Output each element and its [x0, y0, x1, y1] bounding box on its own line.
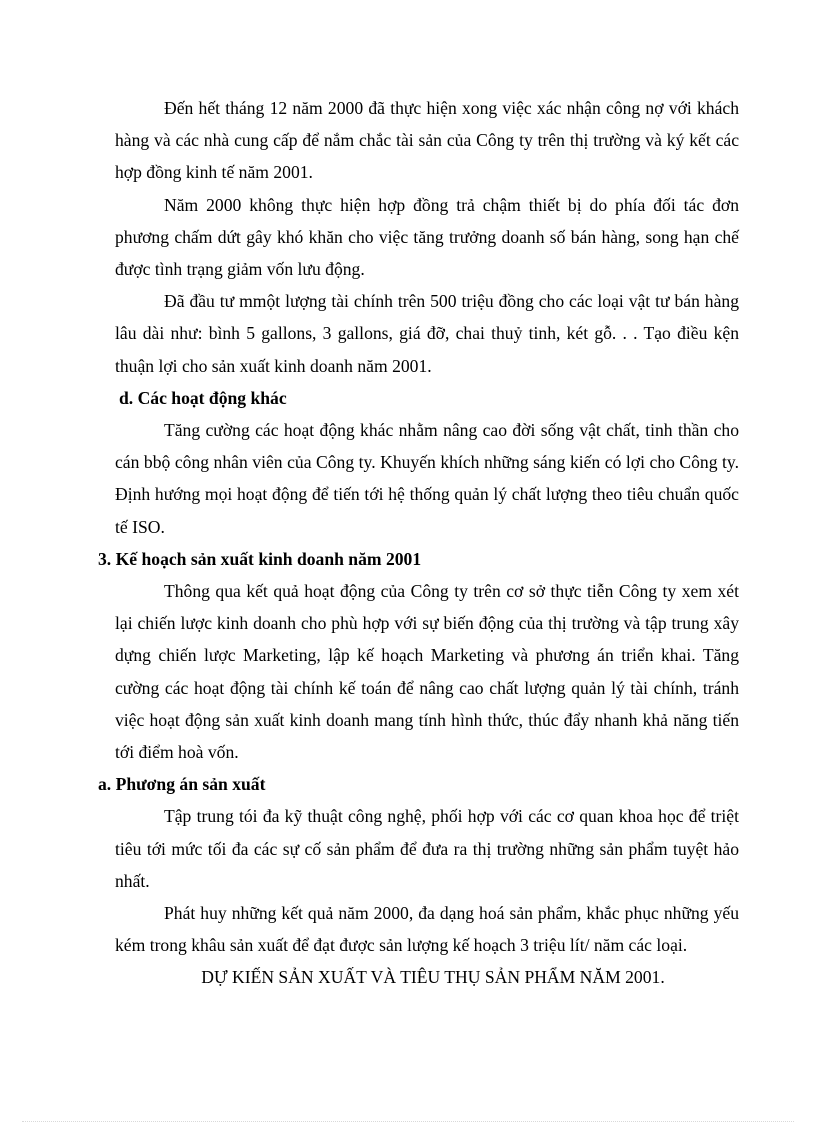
paragraph-technology: Tập trung tói đa kỹ thuật công nghệ, phối hợp với các cơ quan khoa học để triệt tiêu tới mức tối đa các sự cố sản phẩm để đưa ra thị trường những sản phẩm tuyệt hảo nhất.: [115, 806, 739, 891]
heading-business-plan-2001: 3. Kế hoạch sản xuất kinh doanh năm 2001: [98, 548, 422, 569]
paragraph-business-plan: Thông qua kết quả hoạt động của Công ty trên cơ sở thực tiễn Công ty xem xét lại chiến lược kinh doanh cho phù hợp với sự biến động của thị trường và tập trung xây dựng chiến lược Marketing, lập kế hoạch Marketing và phương án triển khai. Tăng cường các hoạt động tài chính kế toán để nâng cao chất lượng quản lý tài chính, tránh việc hoạt động sản xuất kinh doanh mang tính hình thức, thúc đẩy nhanh khả năng tiến tới điểm hoà vốn.: [115, 581, 739, 763]
page-bottom-rule: [22, 1121, 794, 1122]
heading-other-activities: d. Các hoạt động khác: [119, 387, 287, 408]
paragraph-deferred-payment: Năm 2000 không thực hiện hợp đồng trả chậm thiết bị do phía đối tác đơn phương chấm dứt gây khó khăn cho việc tăng trưởng doanh số bán hàng, song hạn chế được tình trạng giảm vốn lưu động.: [115, 194, 739, 280]
table-caption: DỰ KIẾN SẢN XUẤT VÀ TIÊU THỤ SẢN PHẨM NĂM 2001.: [201, 967, 665, 988]
paragraph-production-target: Phát huy những kết quả năm 2000, đa dạng hoá sản phẩm, khắc phục những yếu kém trong khâu sản xuất để đạt được sản lượng kế hoạch 3 triệu lít/ năm các loại.: [115, 903, 739, 956]
paragraph-investment: Đã đầu tư mmột lượng tài chính trên 500 triệu đồng cho các loại vật tư bán hàng lâu dài như: bình 5 gallons, 3 gallons, giá đỡ, chai thuỷ tinh, két gỗ. . . Tạo điều kện thuận lợi cho sản xuất kinh doanh năm 2001.: [115, 291, 739, 376]
document-body: [98, 92, 739, 994]
paragraph-other-activities: Tăng cường các hoạt động khác nhằm nâng cao đời sống vật chất, tinh thần cho cán bbộ công nhân viên của Công ty. Khuyến khích những sáng kiến có lợi cho Công ty. Định hướng mọi hoạt động để tiến tới hệ thống quản lý chất lượng theo tiêu chuẩn quốc tế ISO.: [115, 420, 739, 537]
paragraph-debt-confirmation: Đến hết tháng 12 năm 2000 đã thực hiện xong việc xác nhận công nợ với khách hàng và các nhà cung cấp để nắm chắc tài sản của Công ty trên thị trường và ký kết các hợp đồng kinh tế năm 2001.: [115, 98, 739, 183]
heading-production-plan: a. Phương án sản xuất: [98, 774, 266, 795]
